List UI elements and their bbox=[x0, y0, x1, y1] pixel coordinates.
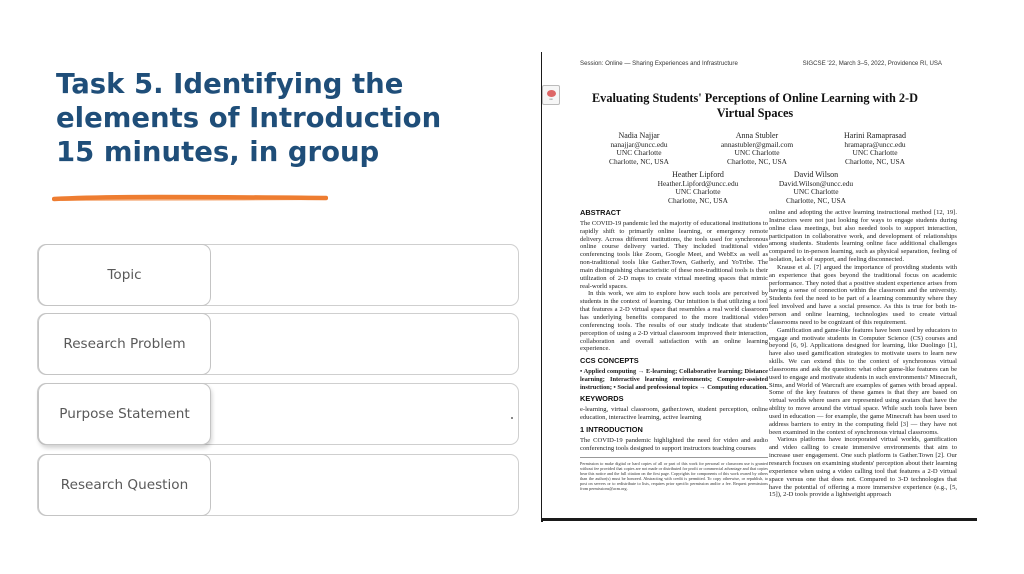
body-paragraph: Krause et al. [7] argued the importance of providing students with an experience that goes beyond the traditional focus on academic performance. They noted that a positive student experience arises from having a sense of connection within the classroom and the university. Students feel the need to be part of a learning community where they feel involved and have a social presence. As this is true for both in-person and online learning, technologies used to create virtual classrooms need to be cognizant of this requirement. bbox=[769, 263, 957, 326]
abstract-paragraph: In this work, we aim to explore how such tools are perceived by students in the context of learning. Our intuition is that utilizing a tool that features a 2-D virtual space that resembles a real world classroom has underlying benefits compared to the more traditional video conferencing tools. The results of our study indicate that students' perception of using a 2-D virtual classroom improved their interaction, collaboration and overall satisfaction with an online learning experience. bbox=[580, 290, 768, 353]
paper-page bbox=[542, 52, 976, 520]
ccs-text: • Applied computing → E-learning; Collaborative learning; Distance learning; Interactive learning environments; Computer-assisted instruction; • Social and professional topics → Computing education. bbox=[580, 368, 769, 391]
body-paragraph: Gamification and game-like features have been used by educators to engage and motivate students in Computer Science (CS) courses and beyond [6, 9]. Applications designed for learning, like Duolingo [1], have also used gamification strategies to motivate users to learn new skills. We can extend this to the context of synchronous virtual classrooms and ask the question: what other game-like features can be used to engage and motivate students in such environments? Minecraft, Sims, and World of Warcraft are examples of games with broad appeal. Some of the key features of these games is that they are based on virtual worlds where users are represented using avatars that have the ability to move around the virtual space. While such tools have been used in education — for example, the game Minecraft has been used to address barriers to entry in the computing field [3] — they have not been examined in the context of synchronous virtual classrooms. bbox=[769, 326, 957, 436]
ccs-heading: CCS CONCEPTS bbox=[580, 356, 639, 366]
paper-header-left: Session: Online — Sharing Experiences and Infrastructure bbox=[580, 60, 738, 67]
element-label-research-problem[interactable]: Research Problem bbox=[38, 313, 211, 375]
permission-notice: Permission to make digital or hard copies of all or part of this work for personal or classroom use is granted without fee provided that copies are not made or distributed for profit or commercial advantage and that copies bear this notice and the full citation on the first page. Copyrights for components of this work owned by others than the author(s) must be honored. Abstracting with credit is permitted. To copy otherwise, or republish, to post on servers or to redistribute to lists, requires prior specific permission and/or a fee. Request permissions from permissions@acm.org. bbox=[580, 457, 768, 491]
paper-header-right: SIGCSE '22, March 3–5, 2022, Providence RI, USA bbox=[802, 60, 942, 67]
author-block: Harini Ramaprasad hramapra@uncc.edu UNC Charlotte Charlotte, NC, USA bbox=[844, 131, 906, 166]
element-label-research-question[interactable]: Research Question bbox=[38, 454, 211, 516]
paper-border-bottom bbox=[541, 518, 977, 521]
element-box-purpose-statement[interactable] bbox=[37, 383, 519, 445]
abstract-heading: ABSTRACT bbox=[580, 208, 621, 217]
paper-title: Evaluating Students' Perceptions of Online Learning with 2-D Virtual Spaces bbox=[591, 91, 918, 120]
author-block: Anna Stubler annastubler@gmail.com UNC Charlotte Charlotte, NC, USA bbox=[720, 131, 794, 166]
element-label-topic[interactable]: Topic bbox=[38, 244, 211, 306]
abstract-paragraph: The COVID-19 pandemic led the majority of educational institutions to rapidly shift to primarily online learning, or emergency remote delivery. Across different institutions, the tools used for synchronous online course delivery varied. They included traditional video conferencing tools like Zoom, Google Meet, and WebEx as well as non-traditional tools like Gather.Town, Gatherly, and YoTribe. The main distinguishing characteristic of these non-traditional tools is their utilization of 2-D maps to create virtual meeting spaces that mimic real-world spaces. bbox=[580, 219, 768, 290]
author-block: Nadia Najjar nanajjar@uncc.edu UNC Charlotte Charlotte, NC, USA bbox=[609, 131, 669, 166]
title-underline bbox=[52, 193, 328, 204]
introduction-heading: 1 INTRODUCTION bbox=[580, 424, 643, 434]
body-paragraph: Various platforms have incorporated virtual worlds, gamification and video calling to create immersive environments that aim to increase user engagement. One such platform is Gather.Town [2]. Our research focuses on examining students' perception about their learning experience when using a video calling tool that features a 2-D virtual space versus one that does not. Compared to 3-D technologies that have the potential of offering a more immersive experience (e.g., [5, 15]), 2-D tools provide a lightweight approach bbox=[769, 436, 957, 499]
element-box-research-question[interactable] bbox=[37, 454, 519, 516]
element-box-research-problem[interactable] bbox=[37, 313, 519, 375]
slide-title: Task 5. Identifying the elements of Introduction 15 minutes, in group bbox=[56, 68, 442, 168]
element-box-topic[interactable] bbox=[37, 244, 519, 306]
paper-right-column bbox=[769, 209, 957, 499]
author-block: David Wilson David.Wilson@uncc.edu UNC Charlotte Charlotte, NC, USA bbox=[778, 170, 854, 205]
author-block: Heather Lipford Heather.Lipford@uncc.edu UNC Charlotte Charlotte, NC, USA bbox=[657, 170, 739, 205]
body-paragraph: online and adopting the active learning instructional method [12, 19]. Instructors were not just looking for ways to engage students during online class meetings, but also needed tools to support interaction, participation in collaborative work, and development of relationships among students. Students learning online face additional challenges compared to in-person learning, such as physical separation, feeling of isolation, lack of support, and feeling disconnected. bbox=[769, 209, 957, 264]
introduction-text: The COVID-19 pandemic highlighted the need for video and audio conferencing tools designed to support instructors teaching courses bbox=[580, 436, 768, 452]
stray-mark bbox=[511, 417, 513, 419]
check-for-updates-icon[interactable]: ▪▪▪ bbox=[542, 85, 560, 105]
keywords-heading: KEYWORDS bbox=[580, 394, 624, 404]
paper-left-column bbox=[580, 209, 768, 491]
element-label-purpose-statement[interactable]: Purpose Statement bbox=[38, 383, 211, 445]
keywords-text: e-learning, virtual classroom, gather.town, student perception, online education, interactive learning, active learning bbox=[580, 406, 768, 422]
